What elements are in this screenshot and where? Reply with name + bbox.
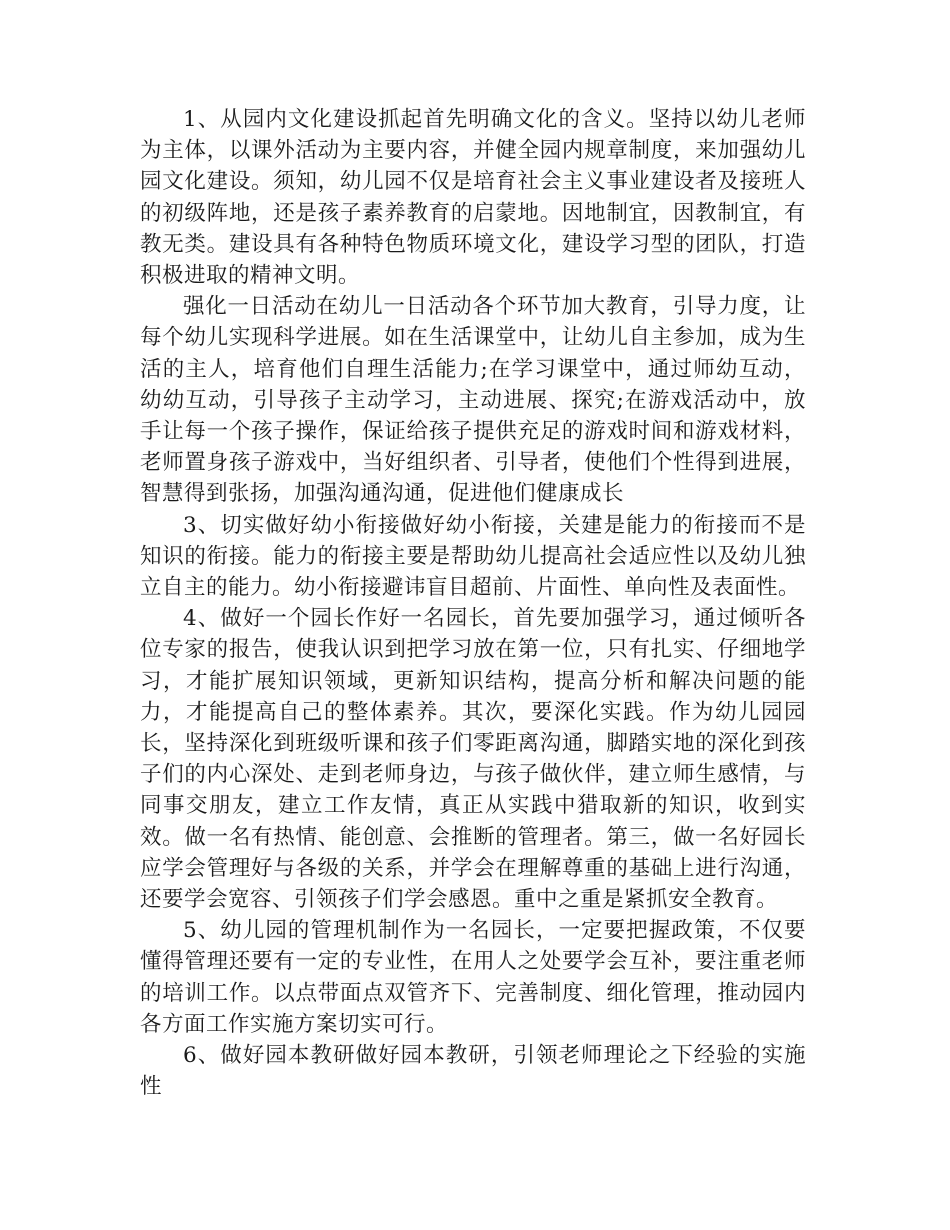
- paragraph-daily-activities: 强化一日活动在幼儿一日活动各个环节加大教育，引导力度，让每个幼儿实现科学进展。如在生活课堂中，让幼儿自主参加，成为生活的主人，培育他们自理生活能力;在学习课堂中，通过师幼互动，幼幼互动，引导孩子主动学习，主动进展、探究;在游戏活动中，放手让每一个孩子操作，保证给孩子提供充足的游戏时间和游戏材料，老师置身孩子游戏中，当好组织者、引导者，使他们个性得到进展，智慧得到张扬，加强沟通沟通，促进他们健康成长: [140, 294, 806, 507]
- paragraph-school-based-research: 6、做好园本教研做好园本教研，引领老师理论之下经验的实施性: [140, 1043, 806, 1100]
- document-body: [140, 104, 806, 1103]
- paragraph-management-mechanism: 5、幼儿园的管理机制作为一名园长，一定要把握政策，不仅要懂得管理还要有一定的专业性，在用人之处要学会互补，要注重老师的培训工作。以点带面点双管齐下、完善制度、细化管理，推动园内各方面工作实施方案切实可行。: [140, 918, 806, 1037]
- paragraph-kindergarten-primary-transition: 3、切实做好幼小衔接做好幼小衔接，关建是能力的衔接而不是知识的衔接。能力的衔接主要是帮助幼儿提高社会适应性以及幼儿独立自主的能力。幼小衔接避讳盲目超前、片面性、单向性及表面性。: [140, 512, 806, 601]
- paragraph-being-a-principal: 4、做好一个园长作好一名园长，首先要加强学习，通过倾听各位专家的报告，使我认识到把学习放在第一位，只有扎实、仔细地学习，才能扩展知识领域，更新知识结构，提高分析和解决问题的能力，才能提高自己的整体素养。其次，要深化实践。作为幼儿园园长，坚持深化到班级听课和孩子们零距离沟通，脚踏实地的深化到孩子们的内心深处、走到老师身边，与孩子做伙伴，建立师生感情，与同事交朋友，建立工作友情，真正从实践中猎取新的知识，收到实效。做一名有热情、能创意、会推断的管理者。第三，做一名好园长应学会管理好与各级的关系，并学会在理解尊重的基础上进行沟通，还要学会宽容、引领孩子们学会感恩。重中之重是紧抓安全教育。: [140, 606, 806, 913]
- paragraph-culture-building: 1、从园内文化建设抓起首先明确文化的含义。坚持以幼儿老师为主体，以课外活动为主要内容，并健全园内规章制度，来加强幼儿园文化建设。须知，幼儿园不仅是培育社会主义事业建设者及接班人的初级阵地，还是孩子素养教育的启蒙地。因地制宜，因教制宜，有教无类。建设具有各种特色物质环境文化，建设学习型的团队，打造积极进取的精神文明。: [140, 107, 806, 289]
